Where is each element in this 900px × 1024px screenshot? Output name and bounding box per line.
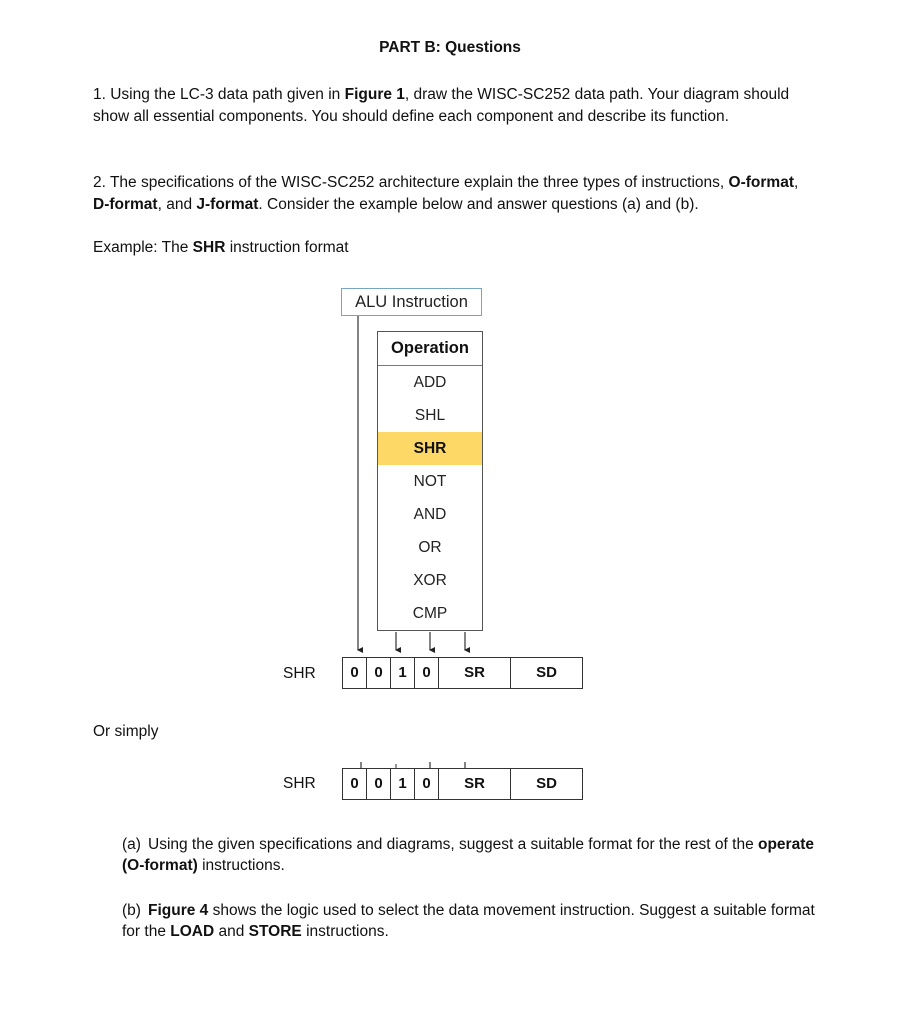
q2b-load: LOAD [170,923,215,940]
example-text: Example: The [93,239,193,256]
opcode-bit: 0 [415,658,439,688]
opcode-bit: 0 [415,769,439,799]
or-simply-label: Or simply [93,723,159,740]
q2-o-format: O-format [728,174,794,191]
opcode-bit: 0 [343,658,367,688]
operation-row: ADD [413,374,447,391]
q2-text: 2. The specifications of the WISC-SC252 architecture explain the three types of instructions, [93,174,729,191]
q2a-label: (a) [122,836,141,853]
example-text-end: instruction format [225,239,349,256]
q2-sep1: , [793,174,799,191]
q2b-store: STORE [248,923,302,940]
opcode-bit: 0 [367,769,391,799]
q2a-text-end: instructions. [197,857,285,874]
instruction-format-1 [342,657,583,689]
q2-d-format: D-format [93,196,158,213]
operation-row: NOT [413,473,447,490]
q2b-figure-ref: Figure 4 [148,902,209,919]
operation-row-highlighted: SHR [378,432,482,465]
q2b-text: shows the logic used to select the data movement instruction. Suggest a suitable format for the [122,902,815,940]
example-shr: SHR [192,239,226,256]
format-2-label: SHR [283,775,316,792]
q2b-text-end: instructions. [301,923,389,940]
q1-text-end: , draw the WISC-SC252 data path. Your diagram should show all essential components. You should define each component and describe its function. [93,86,790,125]
opcode-bit: 0 [343,769,367,799]
opcode-bit: 0 [367,658,391,688]
operation-table [377,331,483,631]
sr-field: SR [439,658,511,688]
sd-field: SD [536,664,557,681]
alu-instruction-box: ALU Instruction [341,288,482,316]
opcode-bit: 1 [391,658,415,688]
sd-field: SD [536,775,557,792]
q2-text-end: . Consider the example below and answer questions (a) and (b). [258,196,699,213]
operation-row: SHL [414,407,446,424]
operation-row: XOR [413,572,447,589]
question-2a [122,834,822,876]
format-1-label: SHR [283,665,316,682]
page-title: PART B: Questions [379,39,521,56]
operation-row: CMP [412,605,448,622]
q2-sep2: , and [157,196,197,213]
q2b-label: (b) [122,902,141,919]
operation-header: Operation [378,332,482,366]
q2b-and: and [214,923,249,940]
question-2b [122,900,822,942]
opcode-bit: 1 [391,769,415,799]
q2a-text: Using the given specifications and diagrams, suggest a suitable format for the rest of the [148,836,758,853]
q1-text: 1. Using the LC-3 data path given in [93,86,345,103]
sr-field: SR [439,769,511,799]
operation-row: OR [418,539,442,556]
q2a-o-format: operate (O-format) [122,836,814,874]
q2-j-format: J-format [196,196,259,213]
operation-row: AND [413,506,447,523]
instruction-format-2 [342,768,583,800]
q1-figure-ref: Figure 1 [344,86,405,103]
